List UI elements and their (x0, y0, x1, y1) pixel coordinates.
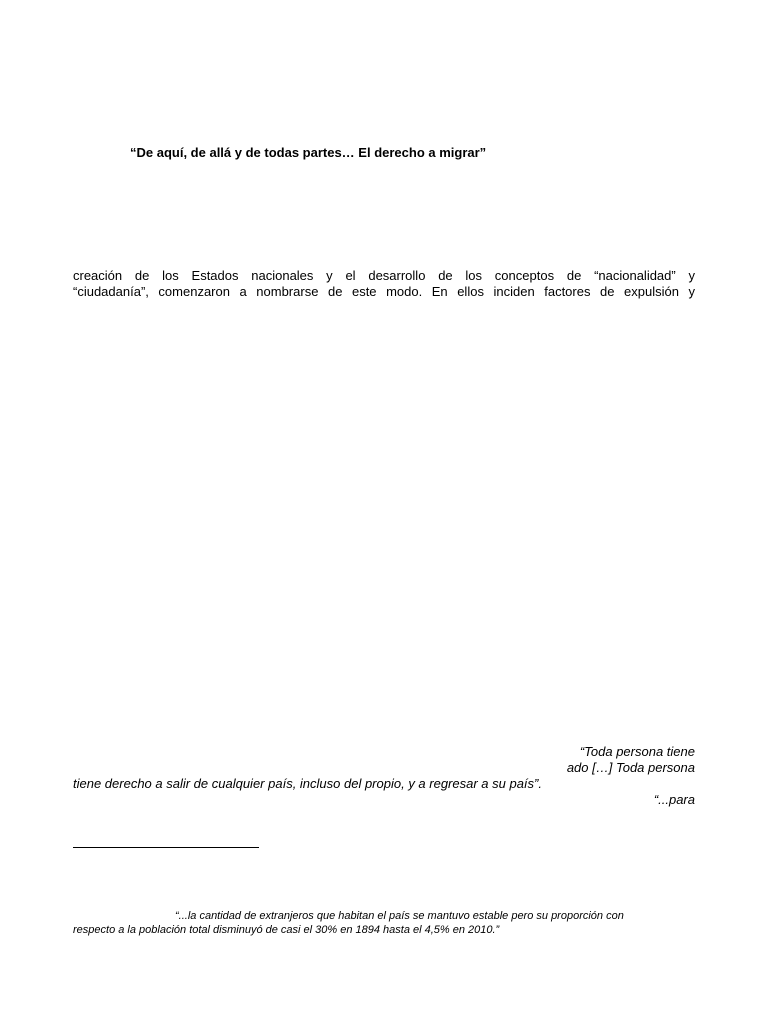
footnote-line-1: “...la cantidad de extranjeros que habitan el país se mantuvo estable pero su proporción con (175, 910, 624, 922)
body-line-2: “ciudadanía”, comenzaron a nombrarse de este modo. En ellos inciden factores de expulsión y (73, 284, 695, 299)
footnote-line-2: respecto a la población total disminuyó de casi el 30% en 1894 hasta el 4,5% en 2010.” (73, 924, 500, 936)
quote-line-2: ado […] Toda persona (566, 760, 695, 775)
body-line-1: creación de los Estados nacionales y el desarrollo de los conceptos de “nacionalidad” y (73, 268, 695, 283)
quote-line-3: tiene derecho a salir de cualquier país, incluso del propio, y a regresar a su país”. (73, 776, 542, 791)
quote-line-4: “...para (653, 792, 695, 807)
quote-line-1: “Toda persona tiene (579, 744, 695, 759)
footnote-separator (73, 847, 259, 848)
document-title: “De aquí, de allá y de todas partes… El derecho a migrar” (130, 145, 487, 160)
